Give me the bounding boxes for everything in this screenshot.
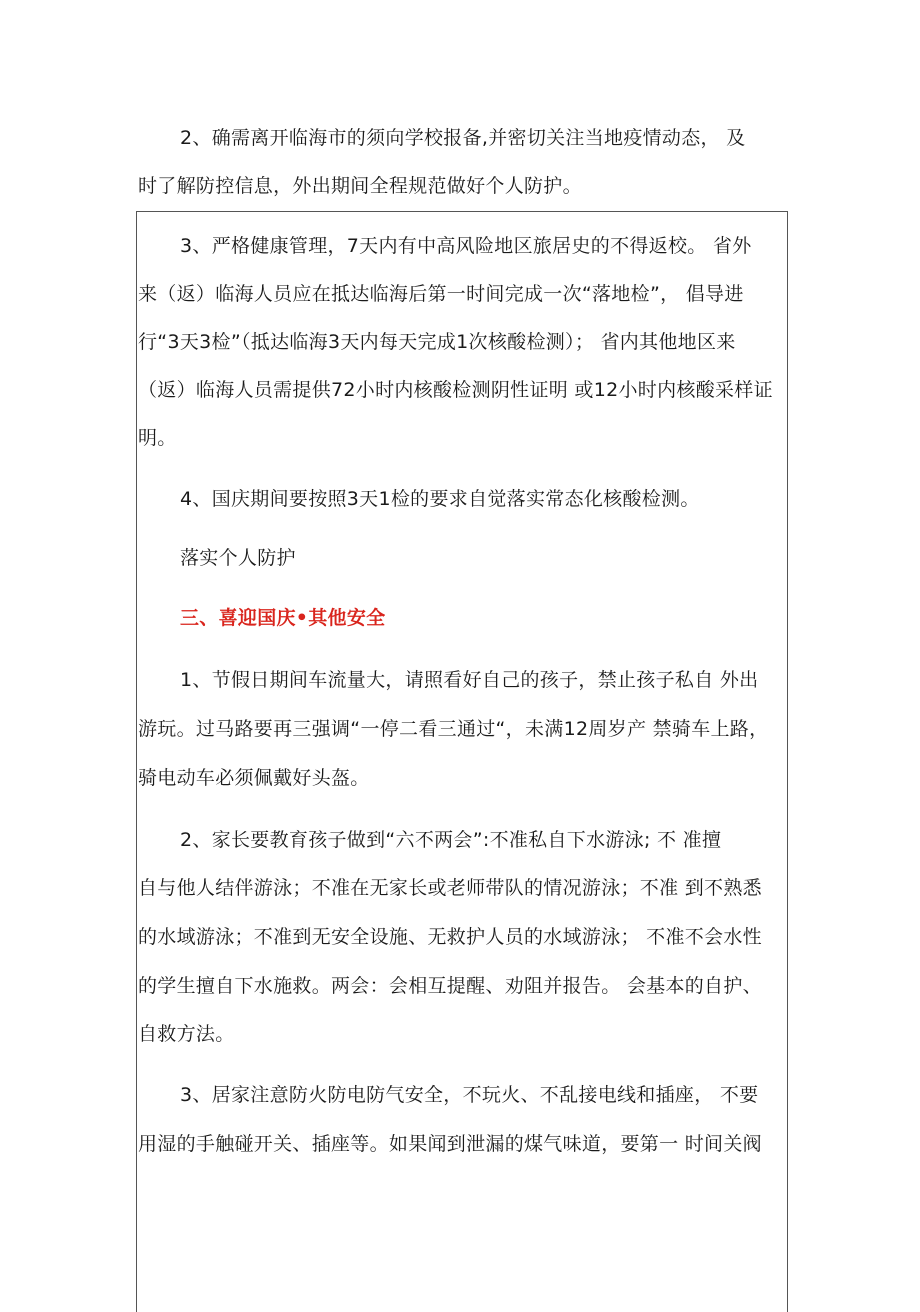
paragraph-home-line-2: 用湿的手触碰开关、插座等。如果闻到泄漏的煤气味道，要第一 时间关阀 bbox=[138, 1133, 762, 1155]
paragraph-health-line-2: 来（返）临海人员应在抵达临海后第一时间完成一次“落地检”， 倡导进 bbox=[138, 283, 744, 305]
paragraph-travel-line-1: 2、确需离开临海市的须向学校报备,并密切关注当地疫情动态， 及 bbox=[180, 127, 746, 149]
paragraph-swim-line-4: 的学生擅自下水施救。两会：会相互提醒、劝阻并报告。 会基本的自护、 bbox=[138, 975, 762, 997]
paragraph-traffic-line-1: 1、节假日期间车流量大，请照看好自己的孩子，禁止孩子私自 外出 bbox=[180, 669, 759, 691]
section-heading-other-safety: 三、喜迎国庆•其他安全 bbox=[180, 607, 386, 629]
paragraph-home-line-1: 3、居家注意防火防电防气安全，不玩火、不乱接电线和插座， 不要 bbox=[180, 1084, 759, 1106]
paragraph-health-line-4: （返）临海人员需提供72小时内核酸检测阴性证明 或12小时内核酸采样证 bbox=[138, 379, 773, 401]
paragraph-traffic-line-2: 游玩。过马路要再三强调“一停二看三通过“，未满12周岁产 禁骑车上路， bbox=[138, 718, 769, 740]
paragraph-health-line-5: 明。 bbox=[138, 427, 177, 449]
paragraph-swim-line-3: 的水域游泳；不准到无安全设施、无救护人员的水域游泳； 不准不会水性 bbox=[138, 926, 762, 948]
paragraph-health-line-1: 3、严格健康管理，7天内有中高风险地区旅居史的不得返校。 省外 bbox=[180, 235, 752, 257]
paragraph-swim-line-1: 2、家长要教育孩子做到“六不两会”:不准私自下水游泳; 不 准擅 bbox=[180, 829, 722, 851]
paragraph-traffic-line-3: 骑电动车必须佩戴好头盔。 bbox=[138, 767, 370, 789]
paragraph-swim-line-5: 自救方法。 bbox=[138, 1023, 235, 1045]
paragraph-health-line-3: 行“3天3检”（抵达临海3天内每天完成1次核酸检测）； 省内其他地区来 bbox=[138, 331, 736, 353]
paragraph-testing-line-1: 4、国庆期间要按照3天1检的要求自觉落实常态化核酸检测。 bbox=[180, 488, 700, 510]
paragraph-swim-line-2: 自与他人结伴游泳；不准在无家长或老师带队的情况游泳；不准 到不熟悉 bbox=[138, 877, 762, 899]
paragraph-travel-line-2: 时了解防控信息，外出期间全程规范做好个人防护。 bbox=[138, 175, 582, 197]
paragraph-protection-line-1: 落实个人防护 bbox=[180, 547, 296, 569]
